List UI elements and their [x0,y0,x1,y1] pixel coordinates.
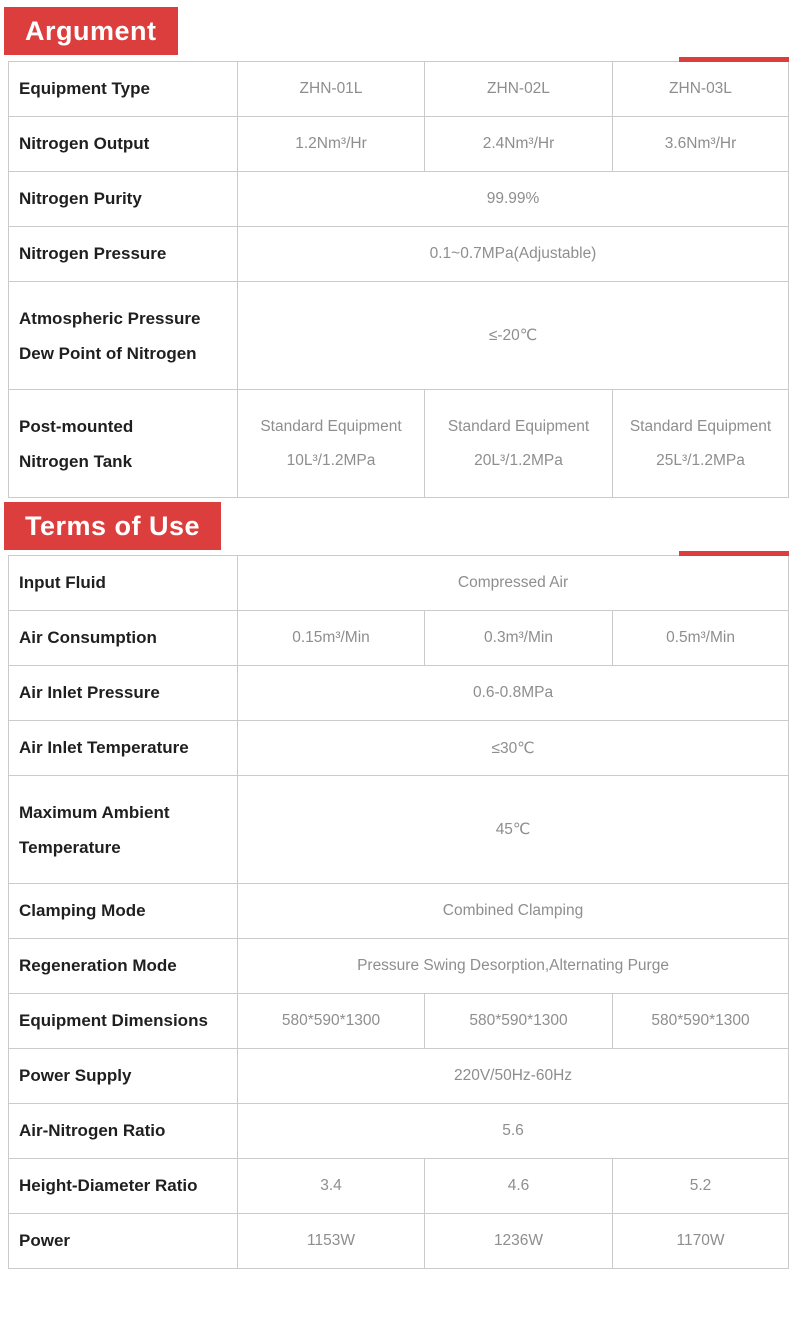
row-value-line: 20L³/1.2MPa [474,451,563,469]
row-label-line: Dew Point of Nitrogen [19,343,197,363]
row-label [9,282,238,390]
argument-table [8,61,789,498]
row-value: 5.6 [238,1104,789,1159]
row-value: 0.15m³/Min [238,611,425,666]
row-value: 5.2 [613,1159,789,1214]
row-label [9,390,238,498]
table-row [9,117,789,172]
row-value-line: 25L³/1.2MPa [656,451,745,469]
row-value: Pressure Swing Desorption,Alternating Purge [238,939,789,994]
row-value: 1.2Nm³/Hr [238,117,425,172]
row-value: 1236W [425,1214,613,1269]
row-label: Clamping Mode [9,884,238,939]
table-row [9,994,789,1049]
row-value: 2.4Nm³/Hr [425,117,613,172]
row-value: 580*590*1300 [238,994,425,1049]
table-row [9,884,789,939]
row-label-line: Maximum Ambient [19,802,170,822]
table-row [9,776,789,884]
accent-bar [679,551,789,556]
row-value: Combined Clamping [238,884,789,939]
table-row [9,556,789,611]
argument-table-wrap [8,61,788,498]
row-value [238,390,425,498]
row-value: 0.5m³/Min [613,611,789,666]
row-label-line: Post-mounted [19,416,134,436]
row-value: 220V/50Hz-60Hz [238,1049,789,1104]
row-value: 580*590*1300 [613,994,789,1049]
table-row [9,1214,789,1269]
row-value: ZHN-02L [425,62,613,117]
row-label: Nitrogen Pressure [9,227,238,282]
terms-title: Terms of Use [25,511,201,541]
row-value: 3.4 [238,1159,425,1214]
terms-table [8,555,789,1269]
table-row [9,939,789,994]
row-value: 4.6 [425,1159,613,1214]
row-label [9,776,238,884]
row-label: Power Supply [9,1049,238,1104]
row-label: Height-Diameter Ratio [9,1159,238,1214]
accent-bar [679,57,789,62]
row-value: ≤-20℃ [238,282,789,390]
table-row [9,611,789,666]
row-value [613,390,789,498]
row-value-line: Standard Equipment [447,417,590,435]
row-label: Input Fluid [9,556,238,611]
row-label: Air Consumption [9,611,238,666]
table-row [9,62,789,117]
row-value: 3.6Nm³/Hr [613,117,789,172]
row-value-line: Standard Equipment [629,417,772,435]
terms-section [0,498,790,1269]
table-row [9,282,789,390]
row-value: 0.6-0.8MPa [238,666,789,721]
row-value: ZHN-01L [238,62,425,117]
table-row [9,1104,789,1159]
table-row [9,172,789,227]
argument-banner [4,7,178,55]
row-label: Power [9,1214,238,1269]
row-value: 0.3m³/Min [425,611,613,666]
table-row [9,721,789,776]
row-label: Equipment Type [9,62,238,117]
argument-section [0,0,790,498]
row-value [425,390,613,498]
row-label: Nitrogen Output [9,117,238,172]
row-value: ZHN-03L [613,62,789,117]
table-row [9,1049,789,1104]
row-label: Air Inlet Temperature [9,721,238,776]
row-label: Nitrogen Purity [9,172,238,227]
row-value: 1153W [238,1214,425,1269]
row-label-line: Atmospheric Pressure [19,308,201,328]
table-row [9,1159,789,1214]
row-value: 580*590*1300 [425,994,613,1049]
row-label: Regeneration Mode [9,939,238,994]
row-label-line: Temperature [19,837,121,857]
argument-title: Argument [25,16,157,46]
row-label-line: Nitrogen Tank [19,451,133,471]
row-value: 1170W [613,1214,789,1269]
row-label: Equipment Dimensions [9,994,238,1049]
row-label: Air Inlet Pressure [9,666,238,721]
row-value: 99.99% [238,172,789,227]
table-row [9,390,789,498]
row-value-line: Standard Equipment [260,417,402,435]
table-row [9,227,789,282]
row-value: Compressed Air [238,556,789,611]
table-row [9,666,789,721]
terms-table-wrap [8,555,788,1269]
row-value-line: 10L³/1.2MPa [286,451,376,469]
row-value: ≤30℃ [238,721,789,776]
row-label: Air-Nitrogen Ratio [9,1104,238,1159]
terms-banner [4,502,221,550]
row-value: 0.1~0.7MPa(Adjustable) [238,227,789,282]
row-value: 45℃ [238,776,789,884]
